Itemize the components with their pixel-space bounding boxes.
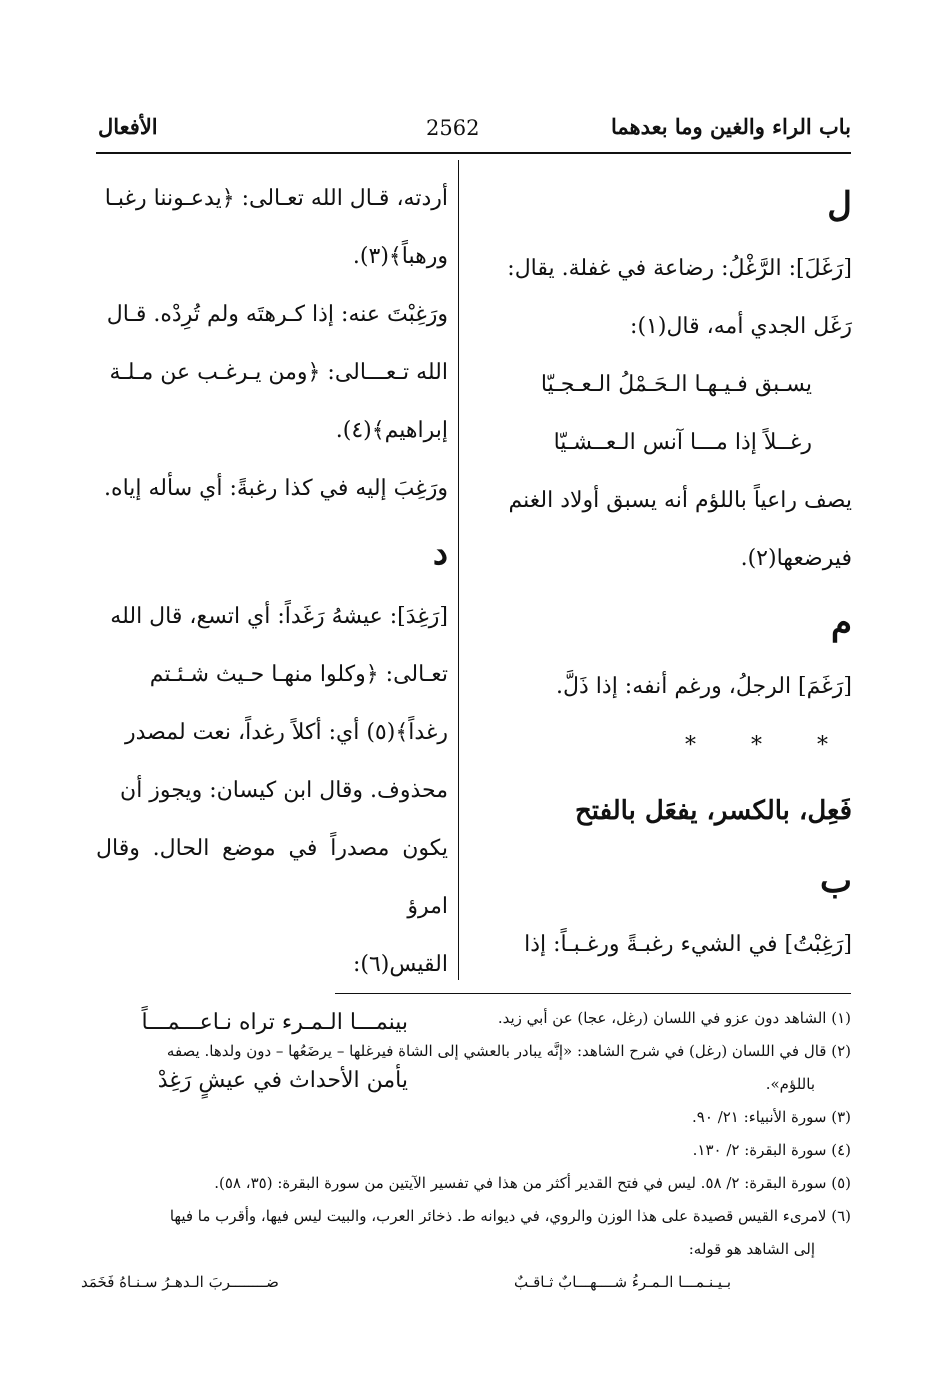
poem-verse: بينمـــا الـمـرء تراه نـاعـــمـــاً — [141, 1010, 408, 1035]
footnote-4: (٤) سورة البقرة: ٢/ ١٣٠. — [692, 1141, 851, 1159]
footnote-1: (١) الشاهد دون عزو في اللسان (رغل، عجا) عن أبي زيد. — [497, 1009, 851, 1027]
entry-line: [رَغِدَ]: عيشهُ رَغَداً: أي اتسع، قال الله — [110, 604, 448, 629]
letter-heading-dal: د — [432, 533, 448, 573]
footnote-2-continued: باللؤم». — [765, 1075, 815, 1093]
right-column — [468, 170, 852, 974]
entry-line: [رَغَلَ]: الرَّغْلُ: رضاعة في غفلة. يقال: — [507, 256, 852, 281]
footnote-5: (٥) سورة البقرة: ٢/ ٥٨. ليس في فتح القدير أكثر من هذا في تفسير الآيتين من سورة البقرة: (٣٥، ٥٨). — [214, 1174, 851, 1192]
footnote-6-verse — [81, 1266, 791, 1299]
entry-line: ورَغِبَ إليه في كذا رغبةً: أي سأله إياه. — [104, 476, 448, 501]
entry-line: يكون مصدراً في موضع الحال. وقال امرؤ — [96, 836, 448, 919]
entry-line: فيرضعها(٢). — [740, 546, 852, 571]
footnote-2: (٢) قال في اللسان (رغل) في شرح الشاهد: «إنَّه يبادر بالعشي إلى الشاة فيرغلها – يرضَعُها – دون ولدها. يصفه — [166, 1042, 851, 1060]
section-subheading: فَعِل، بالكسر، يفعَل بالفتح — [574, 796, 852, 826]
entry-line: رغداً﴾(٥) أي: أكلاً رغداً، نعت لمصدر — [125, 720, 448, 745]
column-divider — [458, 160, 459, 980]
footnote-divider — [335, 993, 851, 994]
entry-line: ورهباً﴾(٣). — [352, 244, 448, 269]
section-title: الأفعال — [98, 114, 158, 139]
letter-heading-mim: م — [830, 603, 852, 643]
letter-heading-lam: ل — [827, 185, 852, 225]
entry-line: ورَغِبْتَ عنه: إذا كـرهتَه ولم تُرِدْه. قـال — [106, 302, 448, 327]
footnotes — [81, 1002, 851, 1299]
entry-line: [رَغَمَ] الرجلُ، ورغم أنفه: إذا ذَلَّ. — [556, 674, 852, 699]
entry-line: الله تـعـــالى: ﴿ومن يـرغـب عن مـلـة — [109, 360, 448, 385]
verse-hemistich-2: ضــــــــربَ الـدهـرُ سـنـاهُ فَخَمَد — [81, 1273, 279, 1291]
entry-line: إبراهيم﴾(٤). — [335, 418, 448, 443]
entry-line: أردته، قـال الله تعـالى: ﴿يدعـوننا رغبـا — [104, 186, 448, 211]
entry-line: محذوف. وقال ابن كيسان: ويجوز أن — [120, 778, 448, 803]
footnote-6: (٦) لامرىء القيس قصيدة على هذا الوزن والروي، في ديوانه ط. ذخائر العرب، والبيت ليس فيها، وأقرب ما فيها — [169, 1207, 851, 1225]
poem-verse: يأمن الأحداث في عيشٍ رَغِدْ — [157, 1068, 408, 1093]
section-separator: * * * — [685, 733, 852, 758]
chapter-title: باب الراء والغين وما بعدهما — [610, 114, 851, 139]
entry-line: [رَغِبْتُ] في الشيء رغبـةً ورغـبـاً: إذا — [524, 932, 852, 957]
entry-line: يصف راعياً باللؤم أنه يسبق أولاد الغنم — [508, 488, 852, 513]
footnote-3: (٣) سورة الأنبياء: ٢١/ ٩٠. — [692, 1108, 851, 1126]
left-column — [96, 170, 448, 1110]
entry-line: رَغَل الجدي أمه، قال(١): — [630, 314, 852, 339]
entry-line: القيس(٦): — [352, 952, 448, 977]
running-header — [96, 112, 851, 154]
page-number: 2562 — [426, 116, 480, 140]
verse-hemistich-1: بـيـنـمـــا الـمـرءُ شــــهـــابٌ ثـاقـبٌ — [513, 1273, 731, 1291]
letter-heading-ba: ب — [819, 861, 852, 901]
entry-line: تعـالى: ﴿وكلوا منهـا حـيث شـئـتم — [149, 662, 448, 687]
footnote-6-continued: إلى الشاهد هو قوله: — [688, 1240, 815, 1258]
poem-verse: رغــلاً إذا مـــا آنس الـعــشـيّا — [553, 430, 812, 455]
poem-verse: يسـبق فـيـهـا الـحَـمْلُ الـعـجـيّا — [540, 372, 812, 397]
